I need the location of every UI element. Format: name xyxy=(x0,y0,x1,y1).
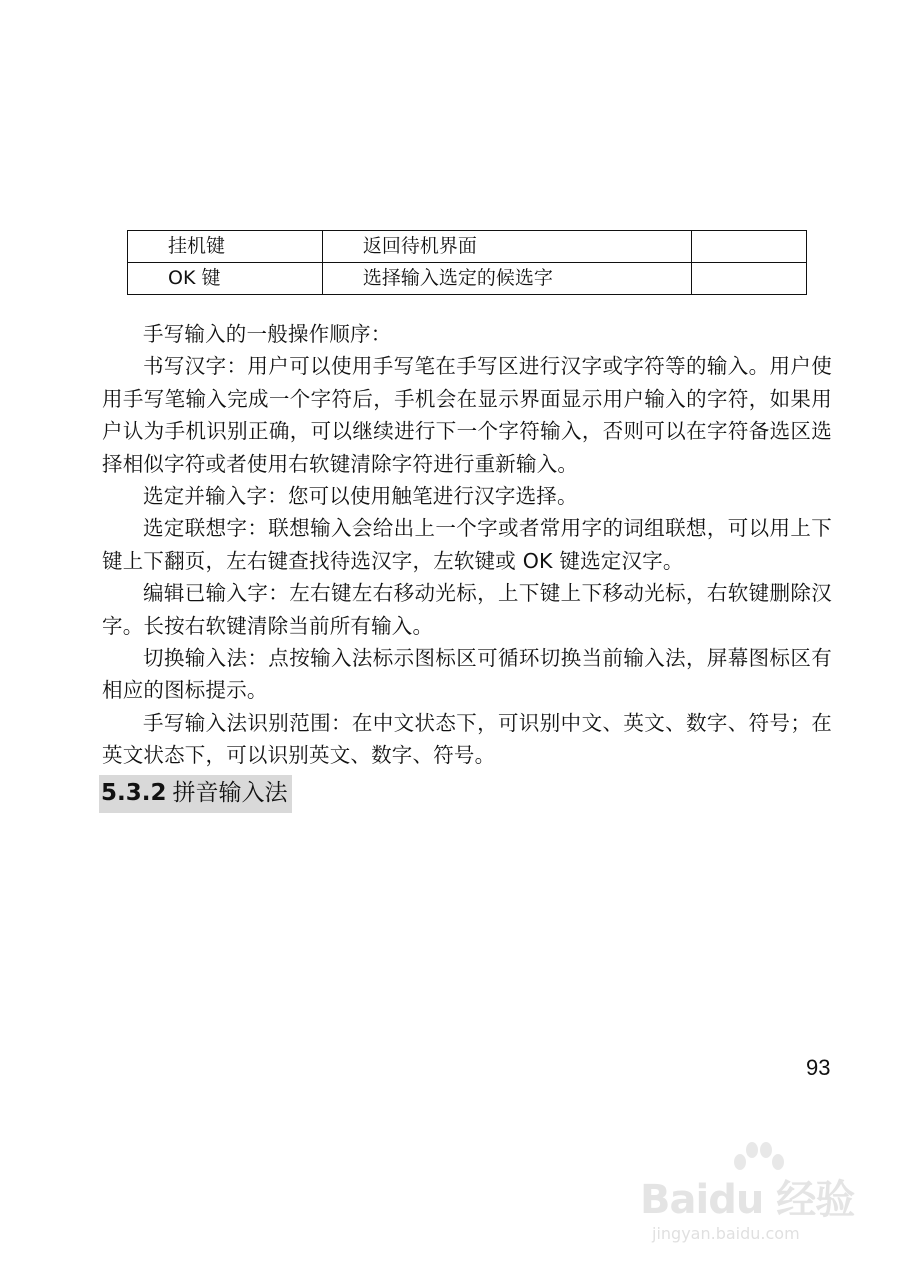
table-row xyxy=(128,231,807,263)
paragraph-select-char: 选定并输入字：您可以使用触笔进行汉字选择。 xyxy=(143,484,578,509)
key-action-cell: 返回待机界面 xyxy=(322,231,692,263)
key-name-cell: OK 键 xyxy=(128,263,323,295)
watermark-url: jingyan.baidu.com xyxy=(652,1224,800,1243)
key-action-cell: 选择输入选定的候选字 xyxy=(322,263,692,295)
paragraph-write-chars: 书写汉字：用户可以使用手写笔在手写区进行汉字或字符等的输入。用户使用手写笔输入完成一个字符后，手机会在显示界面显示用户输入的字符，如果用户认为手机识别正确，可以继续进行下一个字符输入，否则可以在字符备选区选择相似字符或者使用右软键清除字符进行重新输入。 xyxy=(102,354,832,476)
paragraph-switch-method: 切换输入法：点按输入法标示图标区可循环切换当前输入法，屏幕图标区有相应的图标提示。 xyxy=(102,646,832,703)
handwriting-instructions xyxy=(102,318,832,772)
section-title: 拼音输入法 xyxy=(172,780,288,806)
page-number: 93 xyxy=(806,1055,831,1080)
paragraph-recognition-range: 手写输入法识别范围：在中文状态下，可识别中文、英文、数字、符号；在英文状态下，可以识别英文、数字、符号。 xyxy=(102,710,832,768)
key-name-cell: 挂机键 xyxy=(128,231,323,263)
section-heading xyxy=(99,775,292,813)
key-function-table xyxy=(127,230,807,295)
key-note-cell xyxy=(692,231,807,263)
section-number: 5.3.2 xyxy=(101,780,167,806)
table-row xyxy=(128,263,807,295)
baidu-watermark xyxy=(640,1140,870,1250)
key-note-cell xyxy=(692,263,807,295)
paragraph-associative: 选定联想字：联想输入会给出上一个字或者常用字的词组联想，可以用上下键上下翻页，左右键查找待选汉字，左软键或 OK 键选定汉字。 xyxy=(102,516,832,573)
paragraph-intro: 手写输入的一般操作顺序： xyxy=(143,322,392,346)
paragraph-edit: 编辑已输入字：左右键左右移动光标，上下键上下移动光标，右软键删除汉字。长按右软键清除当前所有输入。 xyxy=(102,581,832,638)
watermark-brand: Baidu 经验 xyxy=(640,1177,855,1223)
